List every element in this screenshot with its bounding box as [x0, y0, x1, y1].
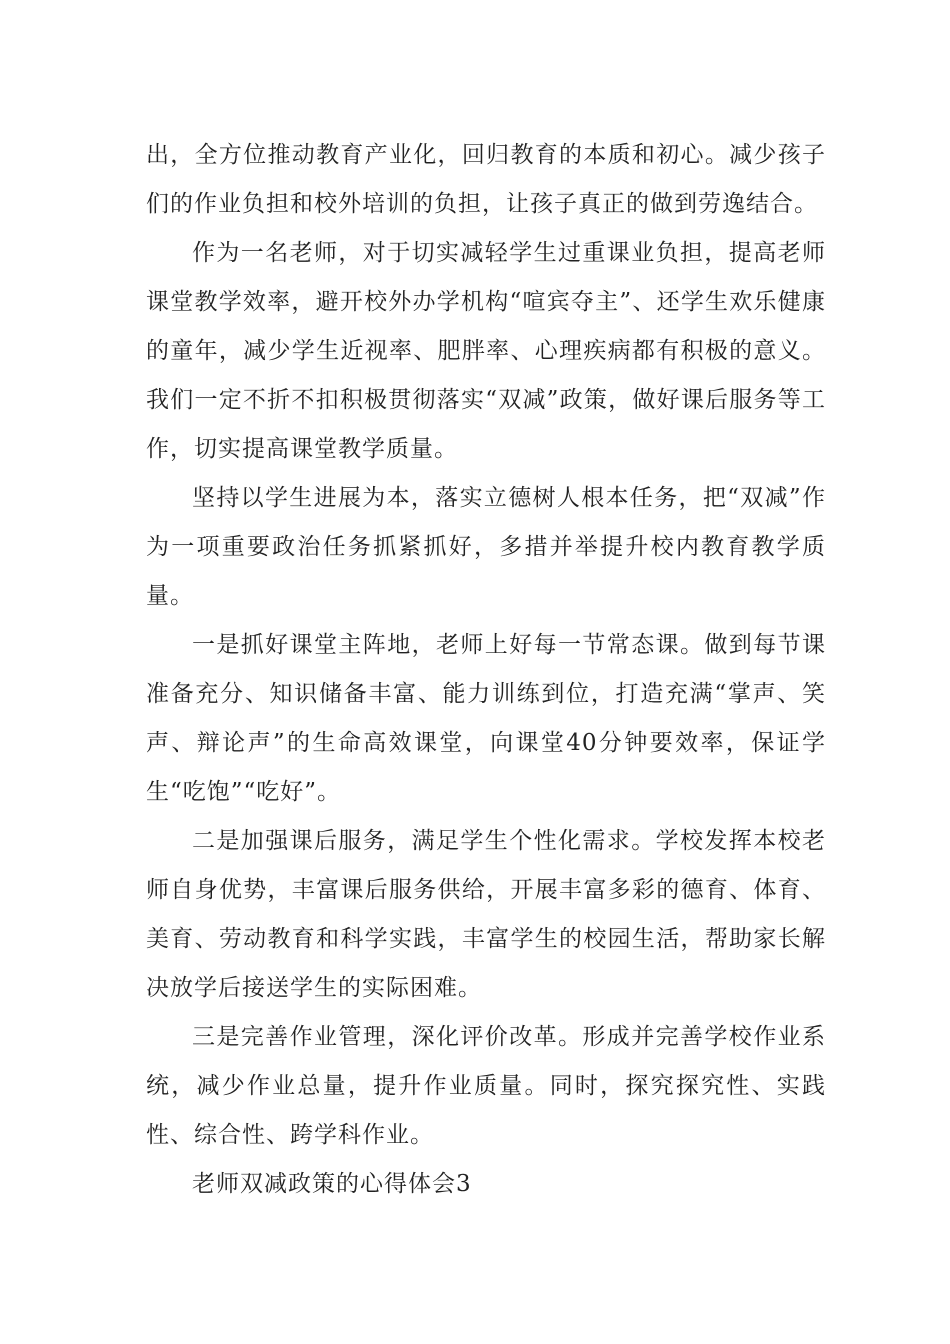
- paragraph-point-one: 一是抓好课堂主阵地，老师上好每一节常态课。做到每节课准备充分、知识储备丰富、能力训练到位，打造充满“掌声、笑声、辩论声”的生命高效课堂，向课堂40分钟要效率，保证学生“吃饱”“吃好”。: [146, 632, 826, 805]
- paragraph-point-three: 三是完善作业管理，深化评价改革。形成并完善学校作业系统，减少作业总量，提升作业质量。同时，探究探究性、实践性、综合性、跨学科作业。: [146, 1024, 826, 1148]
- document-body: [146, 131, 826, 1209]
- paragraph-continuation: 出，全方位推动教育产业化，回归教育的本质和初心。减少孩子们的作业负担和校外培训的负担，让孩子真正的做到劳逸结合。: [146, 142, 826, 217]
- paragraph-teacher-role: 作为一名老师，对于切实减轻学生过重课业负担，提高老师课堂教学效率，避开校外办学机构“喧宾夺主”、还学生欢乐健康的童年，减少学生近视率、肥胖率、心理疾病都有积极的意义。我们一定不折不扣积极贯彻落实“双减”政策，做好课后服务等工作，切实提高课堂教学质量。: [146, 240, 826, 462]
- paragraph-point-two: 二是加强课后服务，满足学生个性化需求。学校发挥本校老师自身优势，丰富课后服务供给，开展丰富多彩的德育、体育、美育、劳动教育和科学实践，丰富学生的校园生活，帮助家长解决放学后接送学生的实际困难。: [146, 828, 826, 1001]
- paragraph-student-development: 坚持以学生进展为本，落实立德树人根本任务，把“双减”作为一项重要政治任务抓紧抓好，多措并举提升校内教育教学质量。: [146, 485, 826, 609]
- section-heading: 老师双减政策的心得体会3: [192, 1171, 472, 1197]
